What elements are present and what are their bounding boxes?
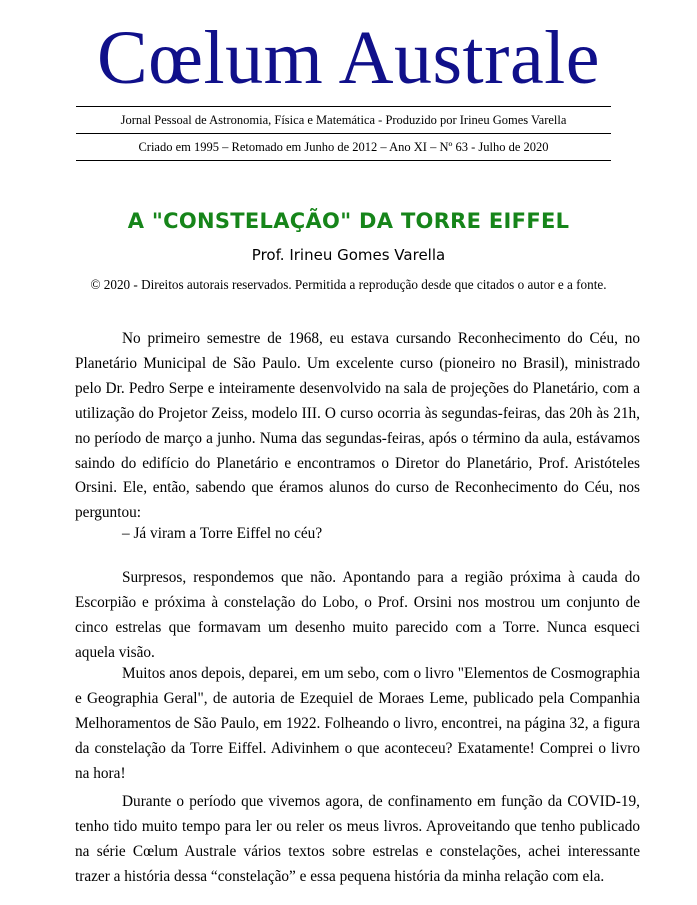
journal-subtitle: Jornal Pessoal de Astronomia, Física e Matemática - Produzido por Irineu Gomes Varella — [120, 113, 567, 127]
article-title: A "CONSTELAÇÃO" DA TORRE EIFFEL — [127, 209, 570, 233]
article-author: Prof. Irineu Gomes Varella — [251, 246, 446, 264]
paragraph-2: Surpresos, respondemos que não. Apontando para a região próxima à cauda do Escorpião e próxima à constelação do Lobo, o Prof. Orsini nos mostrou um conjunto de cinco estrelas que formavam um desenho muito parecido com a Torre. Nunca esqueci aquela visão. — [75, 569, 640, 661]
paragraph-4: Durante o período que vivemos agora, de confinamento em função da COVID-19, tenho tido muito tempo para ler ou reler os meus livros. Aproveitando que tenho publicado na série Cœlum Australe vários textos sobre estrelas e constelações, achei interessante trazer a história dessa “constelação” e essa pequena história da minha relação com ela. — [75, 793, 640, 885]
paragraph-1: No primeiro semestre de 1968, eu estava cursando Reconhecimento do Céu, no Planetário Municipal de São Paulo. Um excelente curso (pioneiro no Brasil), ministrado pelo Dr. Pedro Serpe e inteiramente desenvolvido na sala de projeções do Planetário, com a utilização do Projetor Zeiss, modelo III. O curso ocorria às segundas-feiras, das 20h às 21h, no período de março a junho. Numa das segundas-feiras, após o término da aula, estávamos saindo do edifício do Planetário e encontramos o Diretor do Planetário, Prof. Aristóteles Orsini. Ele, então, sabendo que éramos alunos do curso de Reconhecimento do Céu, nos perguntou: — [75, 330, 640, 522]
header-rule-middle — [76, 133, 611, 134]
header-rule-bottom — [76, 160, 611, 161]
issue-info: Criado em 1995 – Retomado em Junho de 2012 – Ano XI – Nº 63 - Julho de 2020 — [138, 140, 549, 154]
journal-title: Cœlum Australe — [96, 16, 601, 100]
copyright-notice: © 2020 - Direitos autorais reservados. Permitida a reprodução desde que citados o autor e a fonte. — [90, 277, 607, 292]
paragraph-3: Muitos anos depois, deparei, em um sebo, com o livro "Elementos de Cosmographia e Geographia Geral", de autoria de Ezequiel de Moraes Leme, publicado pela Companhia Melhoramentos de São Paulo, em 1922. Folheando o livro, encontrei, na página 32, a figura da constelação da Torre Eiffel. Adivinhem o que aconteceu? Exatamente! Comprei o livro na hora! — [75, 665, 640, 782]
header-rule-top — [76, 106, 611, 107]
dialog-line: – Já viram a Torre Eiffel no céu? — [122, 525, 323, 542]
